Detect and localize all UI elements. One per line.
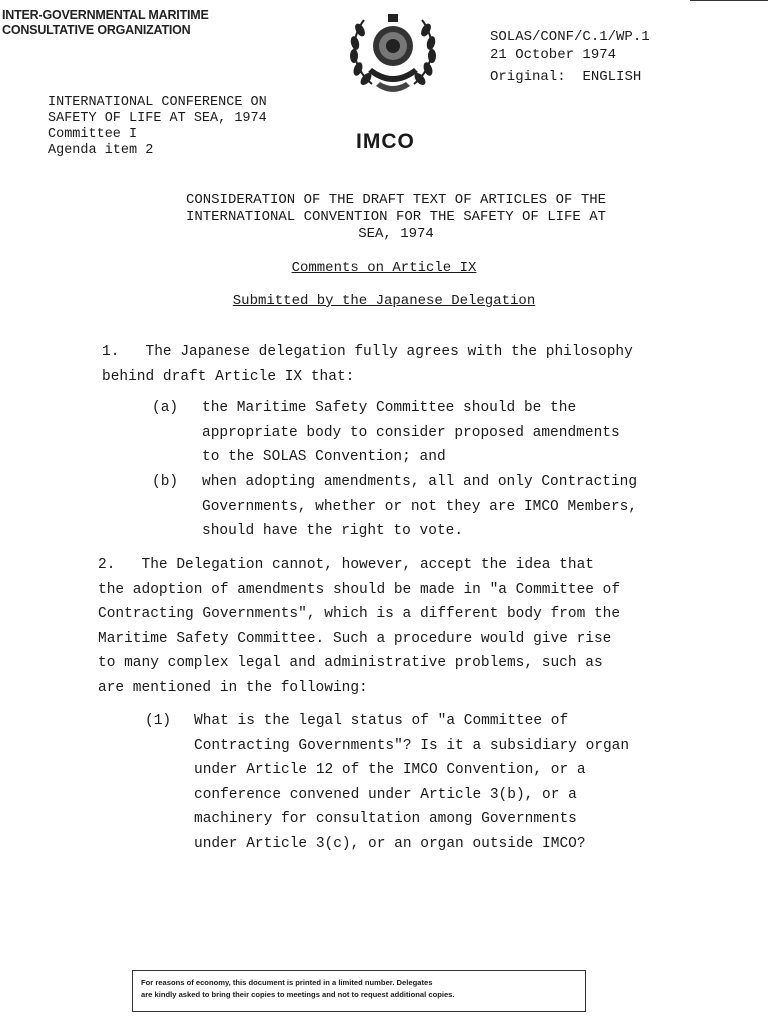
list-item-line: Contracting Governments"? Is it a subsidiary organ — [194, 737, 630, 754]
top-rule — [690, 0, 768, 1]
list-item-line: should have the right to vote. — [202, 523, 464, 539]
paragraph-2 — [98, 553, 718, 700]
title-line-2: INTERNATIONAL CONVENTION FOR THE SAFETY OF LIFE AT — [185, 209, 607, 225]
paragraph-1-line-1 — [102, 340, 722, 365]
paragraph-2-text: the adoption of amendments should be made in "a Committee of — [98, 581, 621, 598]
paragraph-2-line-1 — [98, 553, 718, 578]
paragraph-2-text: Maritime Safety Committee. Such a procedure would give rise — [98, 630, 612, 647]
economy-notice — [132, 970, 586, 1012]
paragraph-2-text: to many complex legal and administrative problems, such as — [98, 655, 603, 671]
paragraph-1 — [102, 340, 722, 390]
list-item-label: (1) — [145, 713, 172, 729]
org-line-2: CONSULTATIVE ORGANIZATION — [2, 23, 191, 37]
economy-notice-line-2: are kindly asked to bring their copies to meetings and not to request additional copies. — [141, 990, 455, 999]
list-item-line: Governments, whether or not they are IMCO Members, — [202, 498, 638, 515]
committee: Committee I — [48, 127, 138, 142]
subtitle-submitted — [0, 293, 768, 309]
conference-line-1: INTERNATIONAL CONFERENCE ON — [48, 95, 267, 110]
original-language — [490, 68, 650, 86]
list-item-line: when adopting amendments, all and only Contracting — [202, 474, 638, 490]
original-value: ENGLISH — [582, 69, 642, 85]
paragraph-1-text-2: behind draft Article IX that: — [102, 369, 355, 385]
list-item-text — [194, 709, 724, 856]
conference-line-2: SAFETY OF LIFE AT SEA, 1974 — [48, 111, 267, 126]
subtitle-comments-text: Comments on Article IX — [291, 260, 477, 276]
conference-block — [48, 95, 267, 159]
list-item-line: What is the legal status of "a Committee of — [194, 713, 569, 729]
title-line-3: SEA, 1974 — [358, 226, 434, 242]
imco-logo-text: IMCO — [356, 130, 415, 153]
list-item-text — [202, 396, 722, 470]
un-laurel-emblem-icon — [342, 8, 444, 98]
paragraph-2-text: are mentioned in the following: — [98, 679, 368, 696]
organization-name — [2, 8, 209, 38]
list-item-line: machinery for consultation among Governments — [194, 811, 577, 827]
org-line-1: INTER-GOVERNMENTAL MARITIME — [2, 8, 209, 22]
doc-date: 21 October 1974 — [490, 47, 617, 63]
list-item-label: (b) — [152, 474, 179, 490]
list-item-line: conference convened under Article 3(b), or a — [194, 786, 577, 803]
list-item-label: (a) — [152, 400, 179, 416]
list-item-line: under Article 3(c), or an organ outside IMCO? — [194, 835, 586, 852]
paragraph-1-text-1: The Japanese delegation fully agrees with the philosophy — [145, 344, 633, 360]
list-item-line: appropriate body to consider proposed amendments — [202, 424, 620, 441]
paragraph-1-number: 1. — [102, 344, 120, 360]
economy-notice-line-1: For reasons of economy, this document is printed in a limited number. Delegates — [141, 978, 433, 987]
paragraph-2-text: Contracting Governments", which is a different body from the — [98, 606, 621, 622]
list-item-line: to the SOLAS Convention; and — [202, 449, 446, 465]
subtitle-comments — [0, 260, 768, 276]
list-item-text — [202, 470, 722, 544]
original-label: Original: — [490, 69, 566, 85]
agenda-item: Agenda item 2 — [48, 143, 154, 158]
list-item-line: the Maritime Safety Committee should be the — [202, 400, 577, 416]
paragraph-2-number: 2. — [98, 557, 116, 573]
list-item-line: under Article 12 of the IMCO Convention, or a — [194, 762, 586, 778]
document-title — [130, 192, 662, 243]
title-line-1: CONSIDERATION OF THE DRAFT TEXT OF ARTICLES OF THE — [185, 192, 607, 208]
paragraph-2-text: The Delegation cannot, however, accept the idea that — [141, 557, 594, 573]
document-reference — [490, 28, 650, 86]
doc-number: SOLAS/CONF/C.1/WP.1 — [490, 29, 650, 45]
subtitle-submitted-text: Submitted by the Japanese Delegation — [232, 293, 536, 309]
